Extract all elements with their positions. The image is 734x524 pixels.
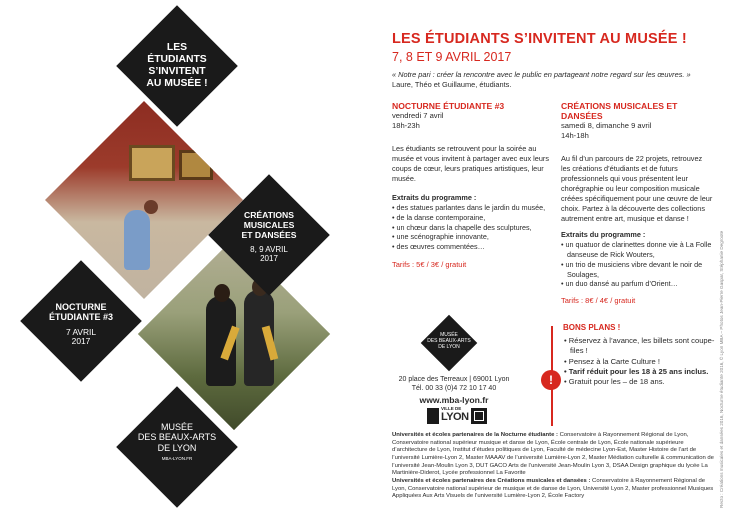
quote-author: Laure, Théo et Guillaume, étudiants. [392,79,512,89]
phone: Tél. 00 33 (0)4 72 10 17 40 [411,385,497,392]
cover-title: LES ÉTUDIANTS S’INVITENT AU MUSÉE ! [146,42,208,89]
nocturne-program-heading: Extraits du programme : [392,192,477,202]
page-title: LES ÉTUDIANTS S’INVITENT AU MUSÉE ! [392,31,687,47]
photo-credits: Recto : Créations musicales et dansées 2016, Nocturne étudiante 2016, © Lyon MBA – Photos Jean-Pierre Gaspar, Stéphanie Degroote [719,230,724,508]
nocturne-tarifs: Tarifs : 5€ / 3€ / gratuit [392,259,467,269]
nocturne-section [392,101,550,269]
address-block [389,376,519,405]
nocturne-program-list [392,203,550,252]
creations-program-list [561,240,713,289]
list-item: • une scénographie innovante, [392,232,550,242]
partners-text [392,432,714,501]
address: 20 place des Terreaux | 69001 Lyon [398,376,510,383]
nocturne-time: 18h-23h [392,120,420,130]
partners-creations-text: Conservatoire à Rayonnement Régional de Lyon, Conservatoire national supérieur de musique et de danse de Lyon, Université Lyon 2, Master professionnel Musiques Appliquées Aux Arts Visuels de l’université Lumière-Lyon 2, École Factory [392,478,714,500]
event-dates: 7, 8 ET 9 AVRIL 2017 [392,50,512,64]
creations-day: samedi 8, dimanche 9 avril [561,121,652,130]
bons-plans-box [537,320,713,426]
creations-section [561,101,713,305]
bons-plans-heading: BONS PLANS ! [563,323,621,332]
list-item: • des œuvres commentées… [392,242,550,252]
partners-creations-label: Universités et écoles partenaires des Créations musicales et dansées : [392,478,591,485]
list-item: • des statues parlantes dans le jardin du musée, [392,203,550,213]
museum-logo-text: MUSÉE DES BEAUX-ARTS DE LYON [427,332,471,350]
creations-tarifs: Tarifs : 8€ / 4€ / gratuit [561,296,636,306]
ville-de-lyon-logo: VILLE DE LYON [427,406,463,426]
partners-nocturne-label: Universités et écoles partenaires de la Nocturne étudiante : [392,432,558,438]
list-item: • un trio de musiciens vibre devant le noir de Soulages, [561,260,713,280]
nocturne-heading: NOCTURNE ÉTUDIANTE #3 [392,101,505,111]
creations-time: 14h-18h [561,130,589,140]
list-item: • Tarif réduit pour les 18 à 25 ans inclus. [564,367,716,377]
list-item: • un duo dansé au parfum d’Orient… [561,279,713,289]
nocturne-day: vendredi 7 avril [392,111,444,120]
creations-heading: CRÉATIONS MUSICALES ET DANSÉES [561,101,678,121]
list-item: • Gratuit pour les – de 18 ans. [564,377,716,387]
list-item: • un chœur dans la chapelle des sculptures, [392,223,550,233]
list-item: • un quatuor de clarinettes donne vie à La Folle danseuse de Rick Wouters, [561,240,713,260]
list-item: • de la danse contemporaine, [392,213,550,223]
nocturne-description: Les étudiants se retrouvent pour la soirée au musée et vous invitent à partager avec eux leurs coups de cœur, leurs pratiques artistiques, leur musée. [392,143,549,183]
website-link[interactable]: www.mba-lyon.fr [419,395,489,405]
museum-logo: MUSÉE DES BEAUX-ARTS DE LYON MBA-LYON.FR [137,422,217,462]
quote-text: « Notre pari : créer la rencontre avec le public en partageant notre regard sur les œuvres. » [392,70,691,79]
list-item: • Réservez à l’avance, les billets sont coupe-files ! [564,336,716,357]
info-panel [367,0,734,524]
creations-program-heading: Extraits du programme : [561,230,646,240]
alert-icon: ! [541,370,561,390]
creations-description: Au fil d’un parcours de 22 projets, retrouvez les créations d’étudiants et de futurs professionnels qui vous présentent leur chorégraphie ou leur composition musicale créées spécifiquement pour une œuvre de leur choix. Partez à la découverte des collections autrement entre art, musique et danse ! [561,153,713,224]
partner-logo [471,408,487,424]
partners-nocturne-text: Conservatoire à Rayonnement Régional de Lyon, Conservatoire national supérieur musique et danse de Lyon, École centrale de Lyon, École nationale supérieure d’architecture de Lyon, Institut d’études politiques de Lyon, Faculté de médecine Lyon-Est, Master Histoire de l’art de l’université Lumière-Lyon 2, Master MAAAV de l’université Lumière-Lyon 2, Master Médiation culturelle & communication de l’université Jean-Moulin Lyon 3, DUT GACO Arts de l’université Jean-Moulin Lyon 3, DSAA Design graphique du lycée La Martinière-Diderot, Lycée professionnel La Favorite [392,432,714,477]
list-item: • Pensez à la Carte Culture ! [564,357,716,367]
creations-label: CRÉATIONS MUSICALES ET DANSÉES 8, 9 AVRIL 2017 [241,210,297,263]
bons-plans-list [564,336,716,388]
quote [392,70,710,90]
nocturne-label: NOCTURNE ÉTUDIANTE #3 7 AVRIL 2017 [48,302,113,347]
